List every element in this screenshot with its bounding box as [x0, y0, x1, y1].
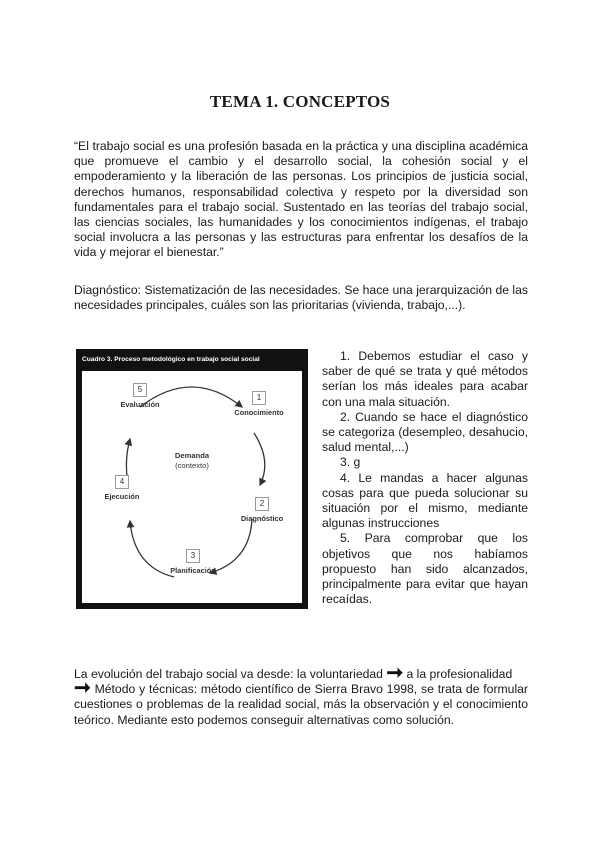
- right-arrow-icon: ➞: [386, 662, 404, 684]
- stage-number: 5: [133, 383, 147, 397]
- steps-list: [322, 349, 528, 607]
- stage-label: Ejecución: [104, 492, 140, 501]
- stage-number: 4: [115, 475, 129, 489]
- stage-evaluacion: [112, 383, 168, 409]
- stage-ejecucion: [96, 475, 148, 501]
- stage-diagnostico: [232, 497, 292, 523]
- stage-number: 2: [255, 497, 269, 511]
- page-title: TEMA 1. CONCEPTOS: [209, 92, 391, 111]
- evolution-paragraph: [74, 662, 528, 728]
- stage-planificacion: [164, 549, 222, 575]
- diagram-header: Cuadro 3. Proceso metodológico en trabajo social social: [82, 356, 260, 363]
- center-label: Demanda: [174, 451, 210, 460]
- list-item: 5. Para comprobar que los objetivos que nos habíamos propuesto han sido alcanzados, principalmente para evitar que hayan recaídas.: [322, 531, 528, 607]
- stage-label: Conocimiento: [234, 408, 284, 417]
- list-item: 3. g: [340, 455, 361, 470]
- stage-label: Evaluación: [120, 400, 160, 409]
- stage-conocimiento: [228, 391, 290, 417]
- diagram-center: [152, 451, 232, 471]
- process-diagram: [76, 349, 308, 609]
- evolution-text-3: Método y técnicas: método científico de Sierra Bravo 1998, se trata de formular cuestiones o problemas de la realidad social, más la observación y el conocimiento teórico. Mediante esto podemos conseguir alternativas como solución.: [74, 682, 528, 727]
- center-sublabel: (contexto): [175, 461, 209, 470]
- arrow-conocimiento-diagnostico: [254, 433, 265, 485]
- list-item: 1. Debemos estudiar el caso y saber de qué se trata y qué métodos serían los más ideales para acabar con una mala situación.: [322, 349, 528, 409]
- list-item: 4. Le mandas a hacer algunas cosas para que pueda solucionar su situación por el mismo, mediante algunas instrucciones: [322, 470, 528, 531]
- stage-label: Planificación: [170, 566, 216, 575]
- stage-number: 3: [186, 549, 200, 563]
- list-item: 2. Cuando se hace el diagnóstico se categoriza (desempleo, desahucio, salud mental,...): [322, 409, 528, 455]
- evolution-text-1: La evolución del trabajo social va desde: la voluntariedad: [74, 667, 383, 681]
- definition-quote: “El trabajo social es una profesión basada en la práctica y una disciplina académica que promueve el cambio y el desarrollo social, la cohesión social y el empoderamiento y la liberación de las personas. Los principios de justicia social, derechos humanos, responsabilidad colectiva y respeto por la diversidad son fundamentales para el trabajo social. Sustentado en las teorías del trabajo social, las ciencias sociales, las humanidades y los conocimientos indígenas, el trabajo social involucra a las personas y las estructuras para enfrentar los desafíos de la vida y mejorar el bienestar.”: [74, 139, 528, 260]
- stage-label: Diagnóstico: [240, 514, 284, 523]
- diagnostico-paragraph: Diagnóstico: Sistematización de las necesidades. Se hace una jerarquización de las necesidades principales, cuáles son las prioritarias (vivienda, trabajo,...).: [74, 283, 528, 313]
- diagram-canvas: [82, 371, 302, 603]
- right-arrow-icon: ➞: [74, 677, 91, 700]
- stage-number: 1: [252, 391, 266, 405]
- evolution-text-2: a la profesionalidad: [406, 667, 513, 681]
